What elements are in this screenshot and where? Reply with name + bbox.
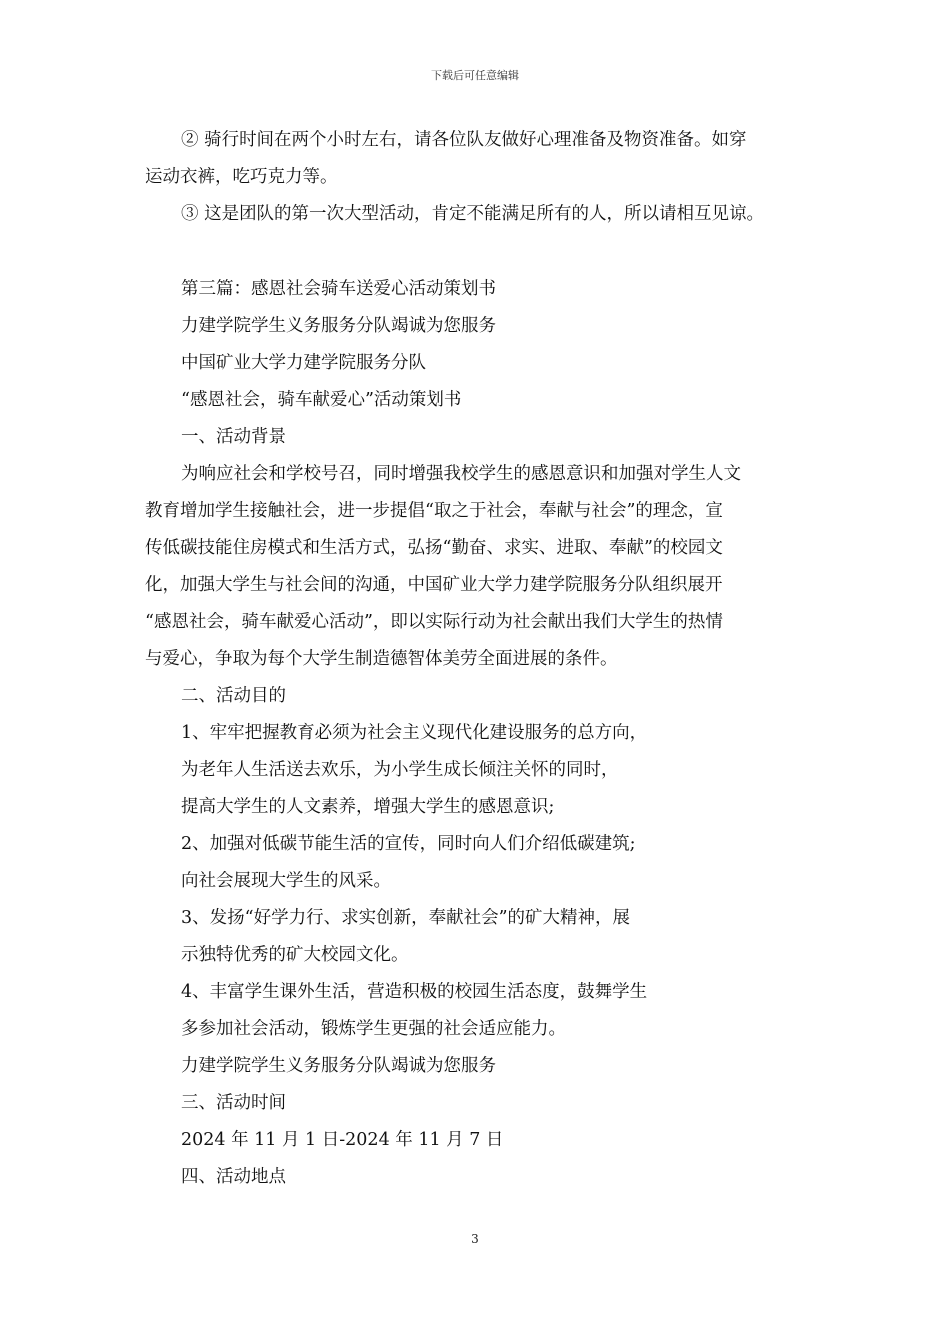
paragraph: 传低碳技能住房模式和生活方式，弘扬“勤奋、求实、进取、奉献”的校园文 [145,538,723,558]
document-body [145,122,845,1196]
list-item: 1、牢牢把握教育必须为社会主义现代化建设服务的总方向， [181,723,648,743]
document-title: “感恩社会，骑车献爱心”活动策划书 [181,390,462,410]
paragraph: 化，加强大学生与社会间的沟通，中国矿业大学力建学院服务分队组织展开 [145,575,723,595]
list-item: 2、加强对低碳节能生活的宣传，同时向人们介绍低碳建筑; [181,834,636,854]
heading: 二、活动目的 [181,686,286,706]
text-line: 力建学院学生义务服务分队竭诚为您服务 [181,316,496,336]
paragraph: ② 骑行时间在两个小时左右，请各位队友做好心理准备及物资准备。如穿 [181,130,747,150]
paragraph: 教育增加学生接触社会，进一步提倡“取之于社会，奉献与社会”的理念，宣 [145,501,723,521]
paragraph: ③ 这是团队的第一次大型活动，肯定不能满足所有的人，所以请相互见谅。 [181,204,765,224]
paragraph: 为响应社会和学校号召，同时增强我校学生的感恩意识和加强对学生人文 [181,464,741,484]
section-title: 第三篇：感恩社会骑车送爱心活动策划书 [181,279,496,299]
page-number: 3 [471,1232,479,1246]
list-item: 向社会展现大学生的风采。 [181,871,391,891]
list-item: 为老年人生活送去欢乐，为小学生成长倾注关怀的同时， [181,760,619,780]
paragraph: 与爱心，争取为每个大学生制造德智体美劳全面进展的条件。 [145,649,618,669]
paragraph: “感恩社会，骑车献爱心活动”，即以实际行动为社会献出我们大学生的热情 [145,612,723,632]
paragraph: 运动衣裤，吃巧克力等。 [145,167,338,187]
page-header: 下载后可任意编辑 [431,69,519,82]
heading: 一、活动背景 [181,427,286,447]
date-range: 2024 年 11 月 1 日-2024 年 11 月 7 日 [181,1130,504,1150]
heading: 四、活动地点 [181,1167,286,1187]
heading: 三、活动时间 [181,1093,286,1113]
list-item: 提高大学生的人文素养，增强大学生的感恩意识; [181,797,555,817]
list-item: 多参加社会活动，锻炼学生更强的社会适应能力。 [181,1019,566,1039]
text-line: 中国矿业大学力建学院服务分队 [181,353,426,373]
list-item: 3、发扬“好学力行、求实创新，奉献社会”的矿大精神，展 [181,908,631,928]
list-item: 示独特优秀的矿大校园文化。 [181,945,409,965]
list-item: 4、丰富学生课外生活，营造积极的校园生活态度，鼓舞学生 [181,982,648,1002]
spacer [145,233,845,271]
text-line: 力建学院学生义务服务分队竭诚为您服务 [181,1056,496,1076]
